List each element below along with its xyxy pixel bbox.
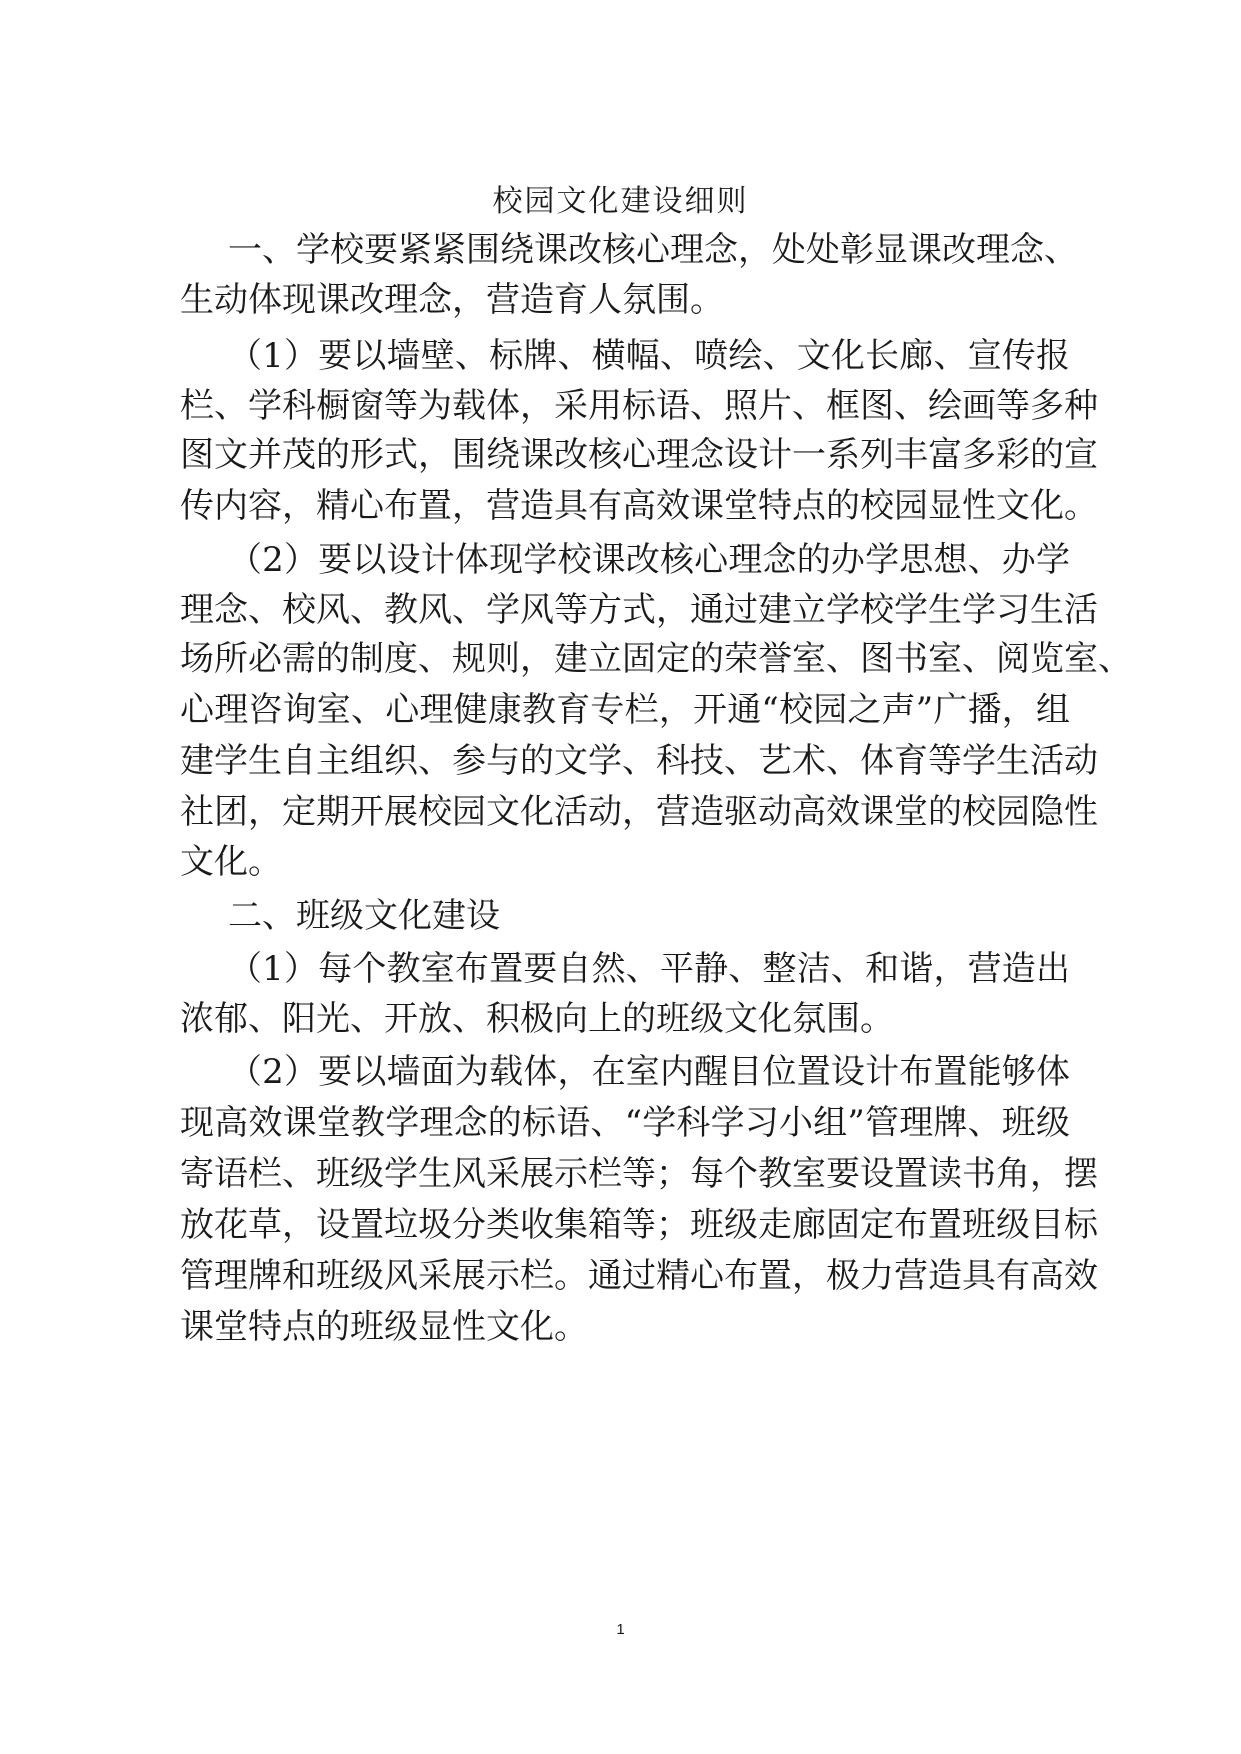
paragraph-line: 传内容，精心布置，营造具有高效课堂特点的校园显性文化。: [180, 486, 1098, 526]
paragraph-line: 浓郁、阳光、开放、积极向上的班级文化氛围。: [180, 999, 894, 1039]
paragraph-line: 心理咨询室、心理健康教育专栏，开通“校园之声”广播，组: [180, 690, 1070, 730]
paragraph-line: 生动体现课改理念，营造育人氛围。: [180, 280, 724, 320]
paragraph-line: 建学生自主组织、参与的文学、科技、艺术、体育等学生活动: [180, 741, 1098, 781]
page-number: 1: [616, 1621, 625, 1638]
paragraph-line: 文化。: [180, 842, 282, 882]
paragraph-line: 理念、校风、教风、学风等方式，通过建立学校学生学习生活: [180, 590, 1098, 630]
paragraph-line: 放花草，设置垃圾分类收集箱等；班级走廊固定布置班级目标: [180, 1205, 1098, 1245]
paragraph-line: （2）要以设计体现学校课改核心理念的办学思想、办学: [228, 540, 1070, 580]
paragraph-line: （2）要以墙面为载体，在室内醒目位置设计布置能够体: [228, 1052, 1070, 1092]
document-title: 校园文化建设细则: [492, 184, 749, 219]
paragraph-line: 一、学校要紧紧围绕课改核心理念，处处彰显课改理念、: [228, 230, 1078, 270]
paragraph-line: 社团，定期开展校园文化活动，营造驱动高效课堂的校园隐性: [180, 792, 1098, 832]
paragraph-line: 场所必需的制度、规则，建立固定的荣誉室、图书室、阅览室、: [180, 639, 1132, 679]
paragraph-line: （1）要以墙壁、标牌、横幅、喷绘、文化长廊、宣传报: [228, 336, 1070, 376]
paragraph-line: 图文并茂的形式，围绕课改核心理念设计一系列丰富多彩的宣: [180, 435, 1098, 475]
section-heading: 二、班级文化建设: [228, 896, 500, 936]
paragraph-line: （1）每个教室布置要自然、平静、整洁、和谐，营造出: [228, 949, 1070, 989]
paragraph-line: 现高效课堂教学理念的标语、“学科学习小组”管理牌、班级: [180, 1103, 1070, 1143]
paragraph-line: 课堂特点的班级显性文化。: [180, 1307, 588, 1347]
paragraph-line: 管理牌和班级风采展示栏。通过精心布置，极力营造具有高效: [180, 1256, 1098, 1296]
paragraph-line: 栏、学科橱窗等为载体，采用标语、照片、框图、绘画等多种: [180, 386, 1098, 426]
paragraph-line: 寄语栏、班级学生风采展示栏等；每个教室要设置读书角，摆: [180, 1154, 1098, 1194]
